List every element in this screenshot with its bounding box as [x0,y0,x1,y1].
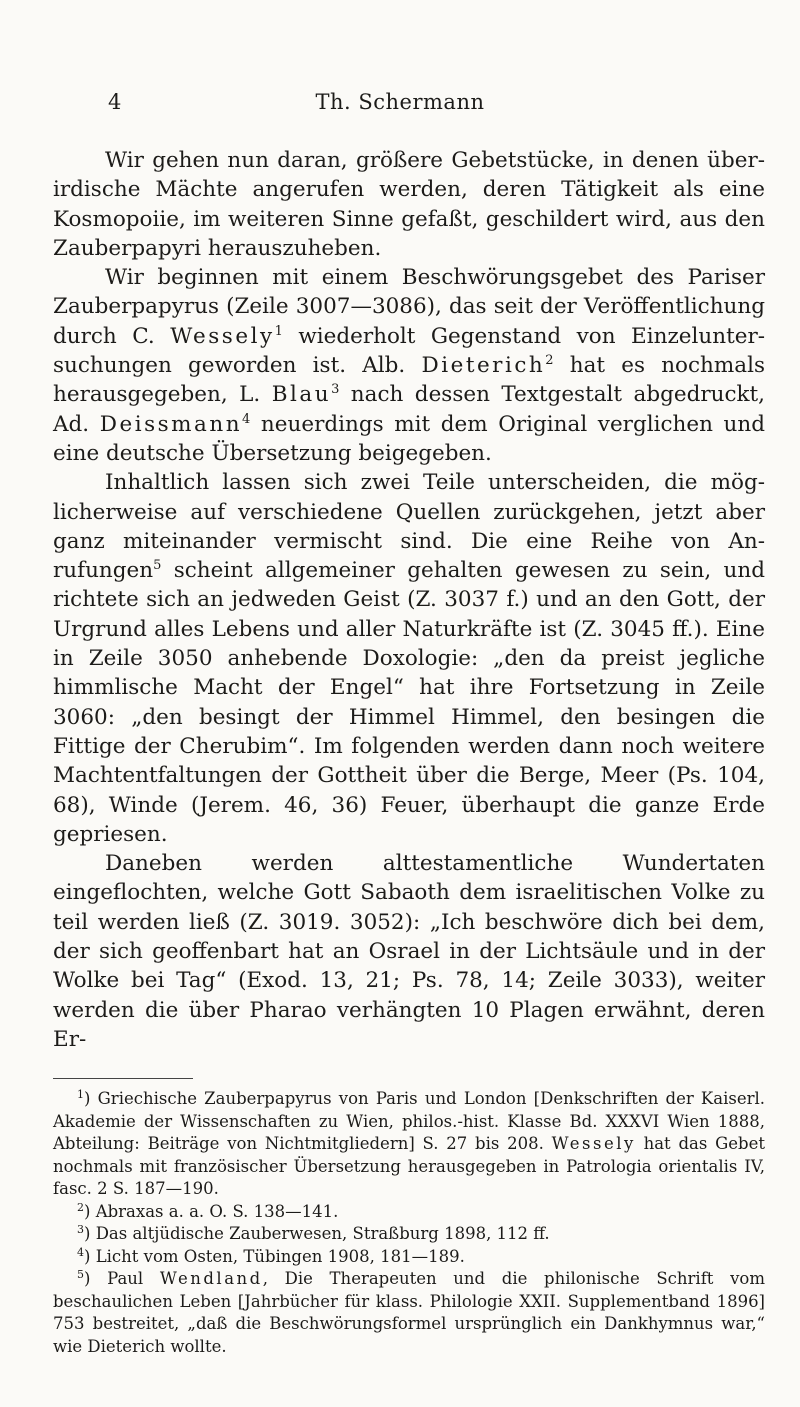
footnote-paren: ) [84,1201,96,1221]
footnote-number: 1 [77,1088,84,1101]
spaced-name: Wendland [159,1269,263,1288]
paragraph [53,146,765,263]
text-run: Daneben werden alttestamentliche Wundertaten eingeflochten, welche Gott Sabaoth dem israelitischen Volke zu teil werden ließ (Z. 3019. 3052): „Ich beschwöre dich bei dem, der sich geoffenbart hat an Osrael in der Lichtsäule und in der Wolke bei Tag“ (Exod. 13, 21; Ps. 78, 14; Zeile 3033), weiter werden die über Pharao verhängten 10 Plagen erwähnt, deren Er- [53,851,765,1052]
footnote-paren: ) [84,1246,96,1266]
footnote [53,1268,765,1358]
text-run: Abraxas a. a. O. S. 138—141. [95,1201,339,1221]
paragraph [53,468,765,849]
text-run: Wir gehen nun daran, größere Gebetstücke, in denen überirdische Mächte angerufen werden, deren Tätigkeit als eine Kosmopoiie, im weiteren Sinne gefaßt, geschildert wird, aus den Zauberpapyri herauszuheben. [53,148,765,261]
text-run: nach dessen Textgestalt abgedruckt, Ad. [53,382,766,437]
text-run: Paul [107,1269,160,1288]
text-run: Licht vom Osten, Tübingen 1908, 181—189. [95,1246,465,1266]
text-run: scheint allgemeiner gehalten gewesen zu sein, und richtete sich an jedweden Geist (Z. 3037 f.) und an den Gott, der Urgrund alles Lebens und aller Naturkräfte ist (Z. 3045 ff.). Eine in Zeile 3050 anhebende Doxologie: „den da preist jegliche himmlische Macht der Engel“ hat ihre Fortsetzung in Zeile 3060: „den besingt der Himmel Himmel, den besingen die Fittige der Cherubim“. Im folgenden werden dann noch weitere Machtentfaltungen der Gottheit über die Berge, Meer (Ps. 104, 68), Winde (Jerem. 46, 36) Feuer, überhaupt die ganze Erde gepriesen. [53,558,765,847]
text-run: Wir beginnen mit einem Beschwörungsgebet des Pariser Zauberpapyrus (Zeile 3007—3086), das seit der Veröffentlichung durch C. [53,265,765,349]
footnote [53,1088,765,1201]
footnote-paren: ) [84,1269,108,1288]
text-run: hat das Gebet nochmals mit französischer Übersetzung herausgegeben in Patrologia orientalis IV, fasc. 2 S. 187—190. [53,1134,765,1198]
text-run: Griechische Zauberpapyrus von Paris und London [Denkschriften der Kaiserl. Akademie der Wissenschaften zu Wien, philos.-hist. Klasse Bd. XXXVI Wien 1888, Abteilung: Beiträge von Nichtmitgliedern] S. 27 bis 208. [53,1089,765,1153]
spaced-name: Deissmann [99,411,243,437]
spaced-name: Wessely [170,323,275,349]
footnote-paren: ) [84,1224,96,1243]
footnote-ref: 4 [242,411,251,427]
footnote-ref: 5 [153,558,162,574]
running-title: Th. Schermann [315,90,485,114]
footnote-number: 3 [77,1223,84,1236]
main-text [53,146,765,1054]
spaced-name: Wessely [551,1134,636,1153]
text-run: Das altjüdische Zauberwesen, Straßburg 1898, 112 ff. [95,1224,550,1243]
text-run: , Die Therapeuten und die philonische Schrift vom beschaulichen Leben [Jahrbücher für klass. Philologie XXII. Supplementband 1896] 753 bestreitet, „daß die Beschwörungsformel ursprünglich ein Dankhymnus war,“ wie Dieterich wollte. [53,1269,765,1356]
footnote-ref: 2 [545,353,554,369]
footnote-paren: ) [84,1089,98,1108]
text-run: hat es nochmals herausgegeben, L. [53,353,766,408]
text-run: neuerdings mit dem Original verglichen und eine deutsche Übersetzung beigegeben. [53,411,765,466]
page-header [0,90,800,130]
text-run: wiederholt Gegenstand von Einzeluntersuchungen geworden ist. Alb. [53,323,765,379]
footnote-number: 4 [77,1245,84,1259]
footnote-ref: 1 [274,323,283,339]
spaced-name: Blau [271,382,332,408]
footnote [53,1201,765,1224]
footnote-ref: 3 [331,382,340,398]
footnote-separator [53,1078,193,1079]
footnotes [53,1088,765,1358]
paragraph [53,849,765,1054]
footnote-number: 5 [77,1268,84,1281]
text-run: Inhaltlich lassen sich zwei Teile unterscheiden, die möglicherweise auf verschiedene Quellen zurückgehen, jetzt aber ganz miteinander vermischt sind. Die eine Reihe von Anrufungen [53,470,765,584]
spaced-name: Dieterich [421,353,546,379]
page-number: 4 [108,90,122,114]
paragraph [53,263,765,468]
footnote [53,1223,765,1246]
footnote [53,1246,765,1269]
footnote-number: 2 [77,1200,84,1214]
